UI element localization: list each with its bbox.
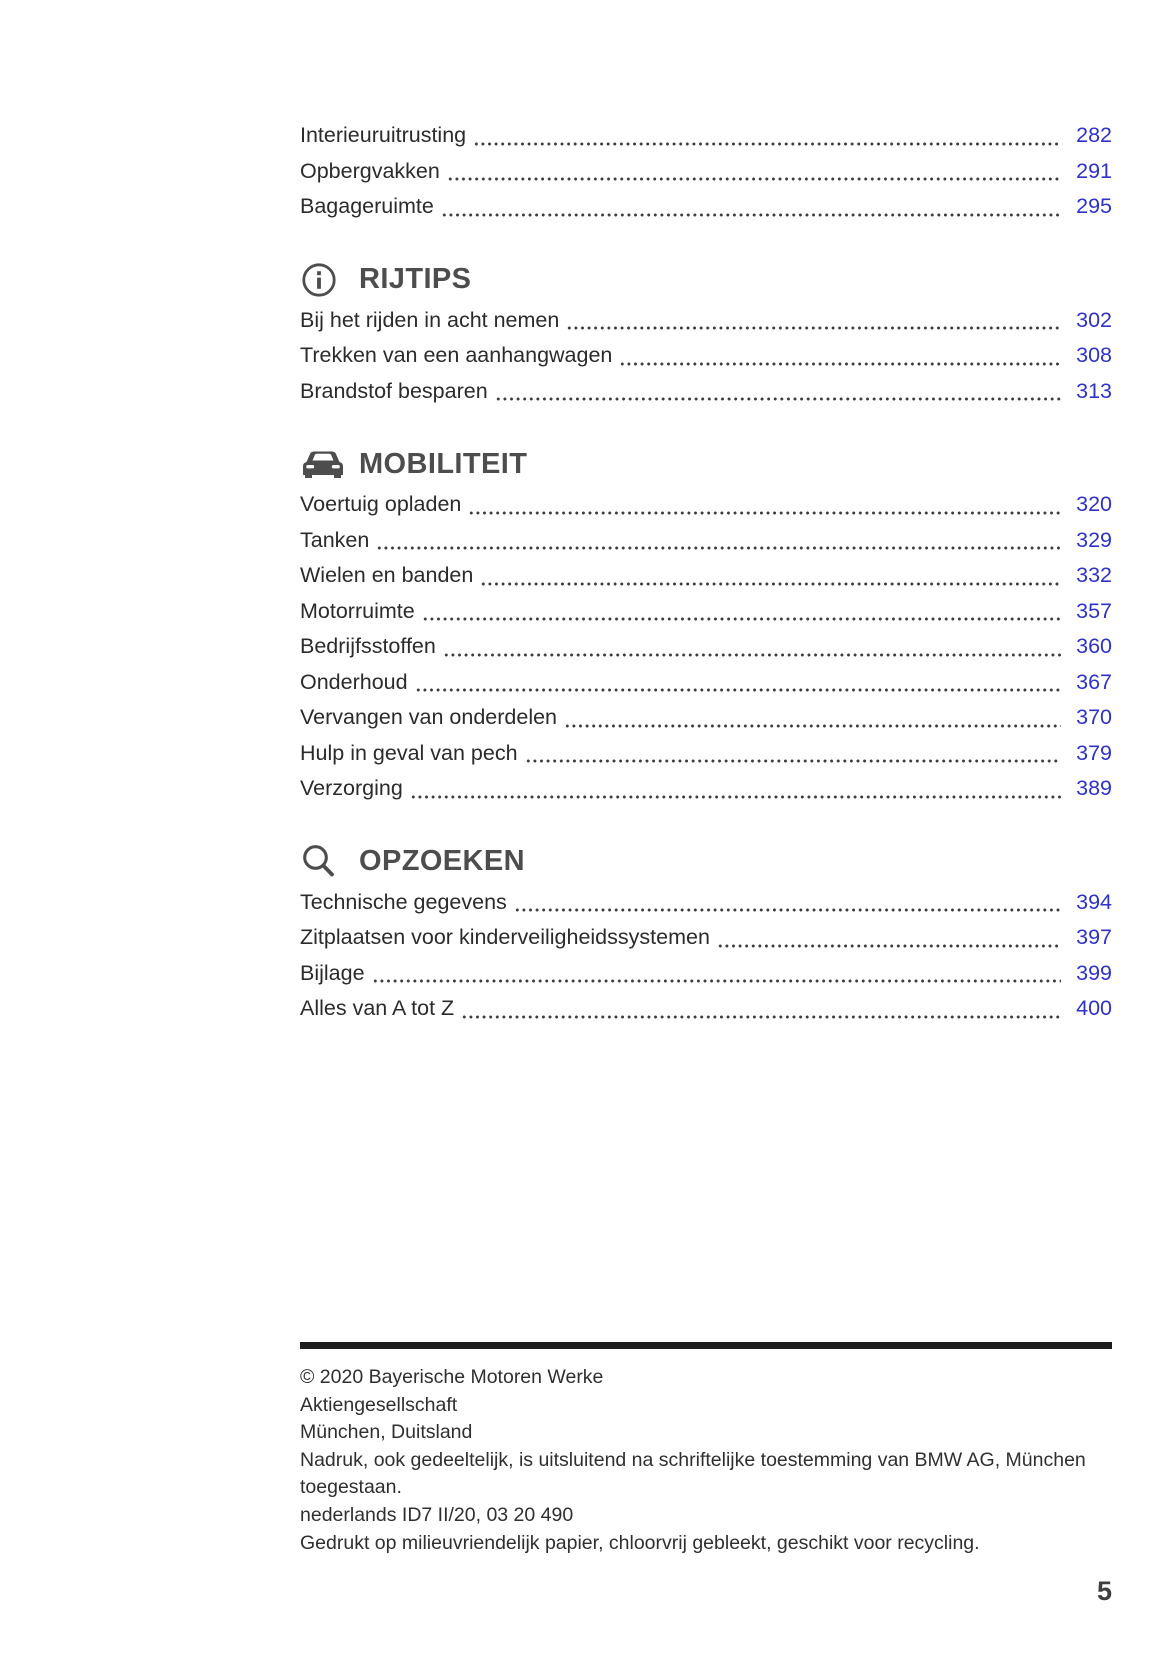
toc-entry[interactable] [300,885,1112,921]
toc-entry-label: Bedrijfsstoffen [300,634,436,658]
toc-entry[interactable] [300,771,1112,807]
toc-section-heading [300,840,1112,884]
toc-entry-label: Motorruimte [300,598,415,623]
imprint [300,1364,1112,1557]
toc-entry-page-number[interactable]: 389 [1076,776,1112,800]
toc-entry-page-number[interactable]: 379 [1076,740,1112,765]
dot-leader [461,1015,1061,1019]
toc-entry[interactable] [300,523,1112,559]
toc-entry-page-number[interactable]: 329 [1076,527,1112,552]
toc-entry-label: Verzorging [300,776,403,800]
toc-section [300,258,1112,410]
dot-leader [410,795,1061,799]
toc-entry[interactable] [300,374,1112,410]
toc-entry[interactable] [300,558,1112,594]
toc-entry-label: Trekken van een aanhangwagen [300,343,613,367]
toc-entry-page-number[interactable]: 370 [1076,705,1112,729]
toc-entry-label: Zitplaatsen voor kinderveiligheidssystemen [300,925,710,949]
dot-leader [415,688,1061,692]
imprint-line: Nadruk, ook gedeeltelijk, is uitsluitend na schriftelijke toestemming van BMW AG, München [300,1448,1086,1471]
dot-leader [495,397,1061,401]
toc-entry-page-number[interactable]: 291 [1076,158,1112,183]
toc-entry-label: Bij het rijden in acht nemen [300,307,560,332]
dot-leader [525,759,1061,763]
toc-section-title: OPZOEKEN [359,845,525,877]
toc-entry[interactable] [300,991,1112,1027]
toc-section [300,840,1112,1027]
dot-leader [372,979,1061,983]
dot-leader [566,326,1061,330]
toc-entry[interactable] [300,189,1112,225]
car-icon [300,449,346,479]
toc-entry-label: Onderhoud [300,669,408,694]
toc-entry-page-number[interactable]: 308 [1076,343,1112,367]
toc-entry[interactable] [300,736,1112,772]
imprint-line: © 2020 Bayerische Motoren Werke [300,1366,604,1388]
toc-section-heading [300,442,1112,486]
imprint-line: Gedrukt op milieuvriendelijk papier, chloorvrij gebleekt, geschikt voor recycling. [300,1531,980,1554]
info-icon [300,261,346,299]
toc-entry[interactable] [300,338,1112,374]
dot-leader [619,362,1061,366]
toc-entry-page-number[interactable]: 397 [1076,925,1112,949]
toc-entry-label: Alles van A tot Z [300,996,455,1020]
dot-leader [480,582,1061,586]
toc-entry-page-number[interactable]: 400 [1076,996,1112,1020]
dot-leader [473,142,1061,146]
toc-section [300,442,1112,807]
toc-entry-label: Wielen en banden [300,563,474,587]
toc-entry-page-number[interactable]: 360 [1076,634,1112,658]
dot-leader [447,177,1061,181]
toc-entry[interactable] [300,154,1112,190]
toc-entry-label: Vervangen van onderdelen [300,705,558,729]
toc-section-title: MOBILITEIT [359,447,528,480]
toc-entry-label: Hulp in geval van pech [300,740,518,765]
dot-leader [376,546,1061,550]
search-icon [300,843,346,881]
dot-leader [422,617,1061,621]
imprint-line: toegestaan. [300,1476,402,1499]
toc-section-heading [300,258,1112,302]
table-of-contents [300,118,1112,1027]
toc-entry-label: Opbergvakken [300,158,440,183]
page-number: 5 [1096,1576,1112,1606]
imprint-line: München, Duitsland [300,1421,473,1444]
toc-entry-label: Tanken [300,527,370,552]
toc-entry-page-number[interactable]: 399 [1076,960,1112,985]
toc-entry-page-number[interactable]: 332 [1076,563,1112,587]
dot-leader [564,724,1061,728]
dot-leader [441,213,1061,217]
toc-entry[interactable] [300,920,1112,956]
toc-entry-page-number[interactable]: 357 [1076,598,1112,623]
imprint-line: nederlands ID7 II/20, 03 20 490 [300,1503,574,1526]
toc-entry-label: Brandstof besparen [300,378,488,403]
toc-entry-page-number[interactable]: 295 [1076,194,1112,218]
toc-entry-page-number[interactable]: 282 [1076,123,1112,147]
toc-entry-page-number[interactable]: 367 [1076,669,1112,694]
toc-entry[interactable] [300,956,1112,992]
toc-entry[interactable] [300,303,1112,339]
toc-entry-page-number[interactable]: 394 [1076,889,1112,914]
toc-entry-page-number[interactable]: 302 [1076,307,1112,332]
toc-entry-label: Interieuruitrusting [300,123,467,147]
dot-leader [443,653,1061,657]
toc-section-title: RIJTIPS [359,263,472,295]
toc-entry-label: Voertuig opladen [300,492,462,516]
toc-entry-label: Bijlage [300,960,365,985]
dot-leader [468,511,1061,515]
footer-divider [300,1342,1112,1349]
dot-leader [717,944,1061,948]
toc-entry[interactable] [300,629,1112,665]
toc-entry-page-number[interactable]: 320 [1076,492,1112,516]
toc-entry[interactable] [300,700,1112,736]
toc-entry[interactable] [300,665,1112,701]
toc-entry-label: Bagageruimte [300,194,434,218]
dot-leader [514,908,1061,912]
toc-section [300,118,1112,225]
toc-entry[interactable] [300,118,1112,154]
toc-entry[interactable] [300,594,1112,630]
toc-entry[interactable] [300,487,1112,523]
imprint-line: Aktiengesellschaft [300,1393,458,1416]
toc-entry-label: Technische gegevens [300,889,507,914]
toc-entry-page-number[interactable]: 313 [1076,378,1112,403]
